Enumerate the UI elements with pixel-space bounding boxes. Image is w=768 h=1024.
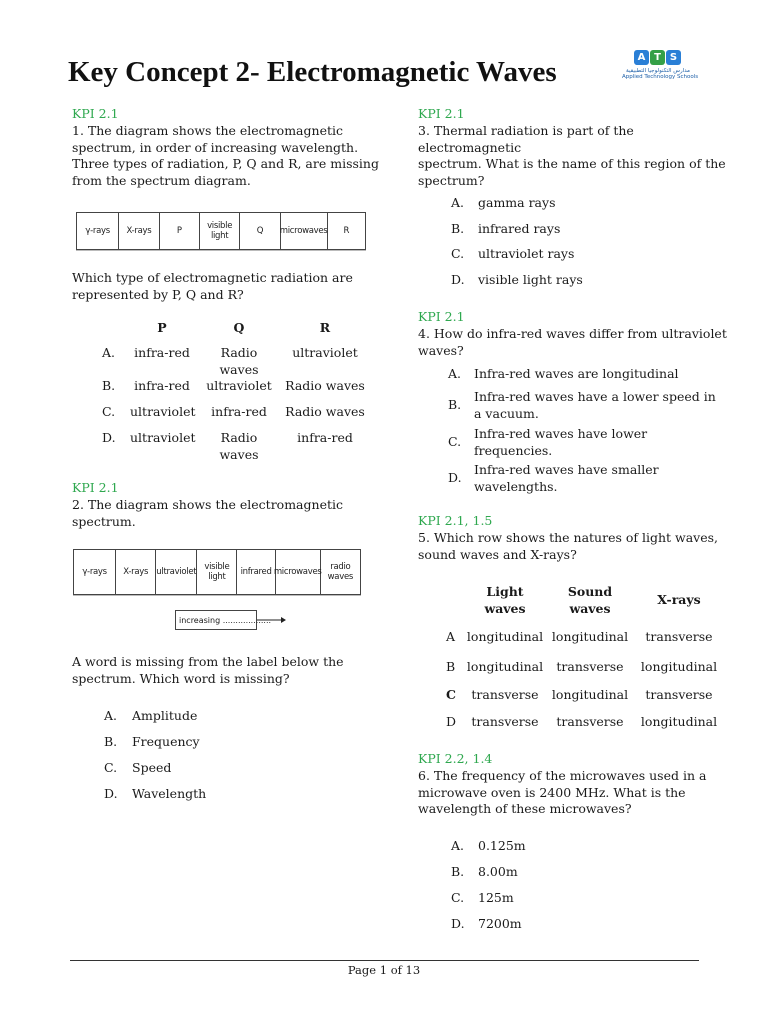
cell-q-line: ultraviolet — [206, 378, 272, 393]
logo-english-text: Applied Technology Schools — [622, 74, 699, 80]
spectrum-segment: X-rays — [119, 213, 159, 249]
cell-xrays: longitudinal — [640, 714, 718, 729]
cell-p: infra-red — [134, 345, 190, 360]
header-line: Sound — [567, 584, 613, 599]
q5-header-light — [466, 584, 544, 617]
logo-letter-s: S — [666, 50, 681, 65]
q5-header-xrays — [640, 592, 718, 609]
logo-letter-a: A — [634, 50, 649, 65]
option-text: Speed — [132, 760, 172, 775]
q2-option[interactable] — [104, 786, 304, 804]
cell-p: infra-red — [134, 378, 190, 393]
option-text: visible light rays — [478, 272, 583, 287]
q1-prompt-line: Which type of electromagnetic radiation are — [72, 270, 353, 285]
logo-arabic-text: مدارس التكنولوجيا التطبيقية — [626, 68, 690, 74]
q3-option[interactable] — [451, 246, 651, 264]
q1-option-row[interactable] — [100, 430, 380, 464]
option-text-line: Infra-red waves are longitudinal — [474, 366, 679, 381]
option-letter: C. — [451, 890, 465, 905]
q5-line: 5. Which row shows the natures of light waves, — [418, 530, 719, 545]
option-text: 8.00m — [478, 864, 518, 879]
q5-question — [418, 530, 738, 563]
option-letter: D. — [104, 786, 118, 801]
cell-sound: longitudinal — [551, 629, 629, 644]
q5-option-row[interactable] — [444, 629, 724, 647]
option-letter: D. — [448, 470, 462, 485]
cell-xrays: longitudinal — [640, 659, 718, 674]
cell-r: Radio waves — [285, 378, 365, 393]
cell-r: infra-red — [297, 430, 353, 445]
option-letter: B. — [104, 734, 118, 749]
q2-line: spectrum. — [72, 513, 136, 529]
option-letter: D. — [102, 430, 116, 445]
spectrum-segment: microwaves — [281, 213, 328, 249]
q6-question — [418, 768, 738, 818]
option-text — [474, 426, 647, 459]
spectrum-segment: visible light — [200, 213, 240, 249]
q6-line: microwave oven is 2400 MHz. What is the — [418, 784, 686, 800]
q1-spectrum-diagram — [76, 212, 366, 250]
q1-option-row[interactable] — [100, 345, 380, 379]
q3-option[interactable] — [451, 272, 651, 290]
header-line: waves — [569, 600, 611, 616]
q3-kpi: KPI 2.1 — [418, 106, 465, 121]
q5-option-row[interactable] — [444, 714, 724, 732]
cell-light: transverse — [471, 687, 539, 702]
cell-light: transverse — [471, 714, 539, 729]
school-logo — [622, 50, 699, 80]
header-line: Light — [486, 584, 524, 599]
cell-light: longitudinal — [466, 629, 544, 644]
q6-line: wavelength of these microwaves? — [418, 801, 632, 816]
q4-line: waves? — [418, 342, 464, 358]
option-letter: C. — [102, 404, 116, 419]
q2-kpi: KPI 2.1 — [72, 480, 119, 495]
spectrum-segment: Q — [240, 213, 280, 249]
option-text: Wavelength — [132, 786, 207, 801]
spectrum-segment: radio waves — [327, 562, 354, 582]
page-number: Page 1 of 13 — [347, 963, 421, 977]
q2-option[interactable] — [104, 760, 304, 778]
option-letter: B. — [451, 221, 465, 236]
increasing-label: increasing ................... — [179, 615, 272, 625]
q3-question — [418, 123, 738, 189]
option-text: gamma rays — [478, 195, 556, 210]
option-letter: A. — [102, 345, 116, 360]
q1-header-r: R — [319, 320, 331, 335]
option-text: Amplitude — [132, 708, 198, 723]
spectrum-segment: γ-rays — [77, 213, 119, 249]
q4-question — [418, 326, 738, 359]
option-text: 125m — [478, 890, 514, 905]
q6-option[interactable] — [451, 890, 651, 908]
arrow-right-icon — [257, 615, 287, 625]
cell-q-line: waves — [219, 361, 259, 377]
q2-prompt-line: spectrum. Which word is missing? — [72, 670, 290, 686]
option-letter: A. — [448, 366, 462, 381]
footer-divider — [70, 960, 699, 961]
cell-q-line: Radio — [220, 430, 258, 445]
logo-letter-t: T — [650, 50, 665, 65]
cell-xrays: transverse — [645, 687, 713, 702]
q2-option[interactable] — [104, 708, 304, 726]
cell-q — [206, 404, 272, 421]
option-text: 7200m — [478, 916, 522, 931]
option-letter: D. — [451, 272, 465, 287]
q3-line: spectrum? — [418, 172, 485, 188]
q3-option[interactable] — [451, 195, 651, 213]
q1-line: Three types of radiation, P, Q and R, are missing — [72, 156, 379, 171]
q1-option-row[interactable] — [100, 404, 380, 422]
cell-sound: transverse — [556, 714, 624, 729]
spectrum-segment: ultraviolet — [156, 550, 197, 594]
q5-option-row[interactable] — [444, 659, 724, 677]
option-letter: B. — [451, 864, 465, 879]
q1-question — [72, 123, 402, 189]
option-letter: C. — [451, 246, 465, 261]
q4-option[interactable] — [448, 389, 728, 423]
cell-q — [206, 430, 272, 463]
option-letter: B. — [448, 397, 462, 412]
option-text-line: Infra-red waves have lower — [474, 426, 648, 441]
q2-option[interactable] — [104, 734, 304, 752]
q4-option[interactable] — [448, 366, 728, 384]
option-text: Frequency — [132, 734, 200, 749]
option-text — [474, 366, 679, 383]
option-text — [474, 462, 659, 495]
q1-line: 1. The diagram shows the electromagnetic — [72, 123, 343, 138]
q6-option[interactable] — [451, 864, 651, 882]
header-line: waves — [484, 600, 526, 616]
option-letter: C. — [448, 434, 462, 449]
q4-option[interactable] — [448, 426, 728, 460]
option-letter: A. — [451, 838, 465, 853]
option-letter: C — [446, 687, 456, 702]
cell-sound: longitudinal — [551, 687, 629, 702]
option-text-line: Infra-red waves have a lower speed in — [474, 389, 716, 404]
option-letter: A. — [104, 708, 118, 723]
q4-kpi: KPI 2.1 — [418, 309, 465, 324]
spectrum-segment: γ-rays — [74, 550, 116, 594]
page-title: Key Concept 2- Electromagnetic Waves — [68, 56, 557, 88]
cell-q-line: infra-red — [211, 404, 267, 419]
q1-line: spectrum, in order of increasing wavelength. — [72, 139, 359, 155]
cell-light: longitudinal — [466, 659, 544, 674]
q5-option-row[interactable] — [444, 687, 724, 705]
q1-option-row[interactable] — [100, 378, 380, 396]
q2-prompt-line: A word is missing from the label below the — [72, 654, 344, 669]
cell-q — [206, 345, 272, 378]
cell-q-line: Radio — [220, 345, 258, 360]
q6-option[interactable] — [451, 916, 651, 934]
option-letter: B — [446, 659, 456, 674]
cell-r: Radio waves — [285, 404, 365, 419]
cell-sound: transverse — [556, 659, 624, 674]
spectrum-segment: R — [343, 226, 350, 236]
q6-option[interactable] — [451, 838, 651, 856]
cell-q-line: waves — [219, 446, 259, 462]
q4-option[interactable] — [448, 462, 728, 496]
q5-header-sound — [551, 584, 629, 617]
cell-p: ultraviolet — [130, 430, 196, 445]
q1-kpi: KPI 2.1 — [72, 106, 119, 121]
option-text-line: a vacuum. — [474, 405, 539, 421]
q6-kpi: KPI 2.2, 1.4 — [418, 751, 493, 766]
cell-p: ultraviolet — [130, 404, 196, 419]
q4-line: 4. How do infra-red waves differ from ultraviolet — [418, 326, 727, 341]
option-text-line: Infra-red waves have smaller — [474, 462, 659, 477]
cell-r: ultraviolet — [292, 345, 358, 360]
q3-line: spectrum. What is the name of this region of the — [418, 156, 726, 171]
option-text-line: frequencies. — [474, 442, 553, 458]
q3-option[interactable] — [451, 221, 651, 239]
option-text — [474, 389, 716, 422]
option-letter: A — [446, 629, 456, 644]
option-letter: D — [446, 714, 457, 729]
option-letter: D. — [451, 916, 465, 931]
cell-q — [206, 378, 272, 395]
q6-line: 6. The frequency of the microwaves used in a — [418, 768, 707, 783]
q1-line: from the spectrum diagram. — [72, 172, 251, 188]
q2-question — [72, 497, 402, 530]
spectrum-segment: microwaves — [276, 550, 321, 594]
q2-prompt — [72, 654, 402, 687]
option-letter: A. — [451, 195, 465, 210]
option-text: infrared rays — [478, 221, 561, 236]
spectrum-segment: X-rays — [116, 550, 156, 594]
q2-spectrum-diagram — [73, 549, 361, 595]
option-letter: C. — [104, 760, 118, 775]
option-text-line: wavelengths. — [474, 478, 558, 494]
q1-header-p: P — [157, 320, 167, 335]
spectrum-segment: infrared — [237, 550, 275, 594]
header-line: X-rays — [657, 592, 701, 607]
q1-prompt — [72, 270, 402, 303]
q2-line: 2. The diagram shows the electromagnetic — [72, 497, 343, 512]
q2-increasing-label-box — [175, 610, 272, 630]
option-text: 0.125m — [478, 838, 526, 853]
spectrum-segment: visible light — [197, 550, 237, 594]
spectrum-segment: P — [160, 213, 200, 249]
q1-header-q: Q — [233, 320, 245, 335]
q1-prompt-line: represented by P, Q and R? — [72, 286, 244, 302]
q5-line: sound waves and X-rays? — [418, 546, 577, 562]
q3-line: 3. Thermal radiation is part of the electromagnetic — [418, 123, 634, 155]
cell-xrays: transverse — [645, 629, 713, 644]
option-letter: B. — [102, 378, 116, 393]
option-text: ultraviolet rays — [478, 246, 575, 261]
q5-kpi: KPI 2.1, 1.5 — [418, 513, 493, 528]
